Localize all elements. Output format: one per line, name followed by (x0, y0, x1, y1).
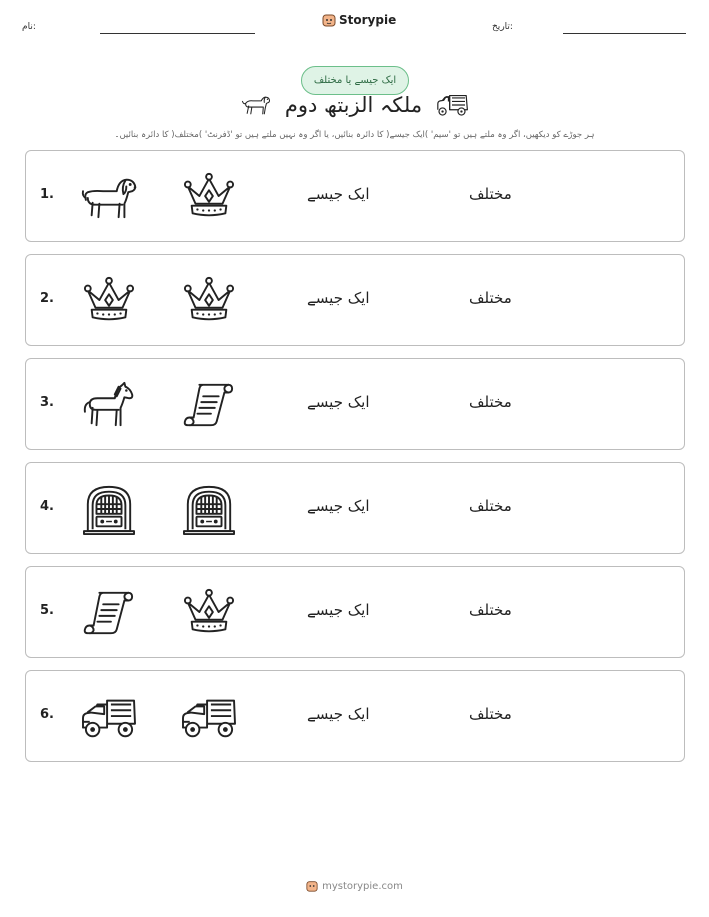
different-option[interactable]: مختلف (469, 393, 512, 411)
brand-name: Storypie (339, 13, 397, 27)
exercise-row (25, 670, 685, 762)
crown-icon (180, 587, 238, 639)
crown-icon (80, 275, 138, 327)
truck-icon (80, 691, 138, 743)
radio-icon (80, 483, 138, 535)
storypie-mascot-icon (322, 13, 336, 27)
row-number: 5. (40, 603, 54, 618)
storypie-mascot-icon (306, 880, 318, 892)
different-option[interactable]: مختلف (469, 185, 512, 203)
dog-icon (239, 92, 273, 118)
date-field[interactable] (563, 33, 686, 34)
page-title: ملکہ الزبتھ دوم (284, 93, 423, 117)
scroll-icon (80, 587, 138, 639)
exercise-row (25, 254, 685, 346)
name-field[interactable] (100, 33, 255, 34)
different-option[interactable]: مختلف (469, 289, 512, 307)
different-option[interactable]: مختلف (469, 601, 512, 619)
same-option[interactable]: ایک جیسے (307, 393, 370, 411)
row-number: 6. (40, 707, 54, 722)
exercise-row (25, 566, 685, 658)
row-number: 4. (40, 499, 54, 514)
different-option[interactable]: مختلف (469, 705, 512, 723)
different-option[interactable]: مختلف (469, 497, 512, 515)
exercise-row (25, 358, 685, 450)
dog-icon (80, 171, 138, 223)
row-number: 2. (40, 291, 54, 306)
instructions: ہر جوڑے کو دیکھیں، اگر وہ ملتے ہیں تو 'سیم' )ایک جیسے( کا دائرہ بنائیں، یا اگر وہ نہیں ملتے ہیں تو 'ڈفرنٹ' )مختلف( کا دائرہ بنائیں۔ (114, 130, 595, 140)
row-number: 3. (40, 395, 54, 410)
same-option[interactable]: ایک جیسے (307, 185, 370, 203)
truck-icon (434, 92, 470, 118)
topic-pill: ایک جیسے یا مختلف (301, 66, 409, 95)
truck-icon (180, 691, 238, 743)
date-label: تاریخ: (492, 22, 513, 32)
footer (0, 880, 709, 892)
brand-logo (322, 13, 396, 27)
same-option[interactable]: ایک جیسے (307, 601, 370, 619)
footer-url: mystorypie.com (322, 880, 403, 892)
crown-icon (180, 275, 238, 327)
crown-icon (180, 171, 238, 223)
same-option[interactable]: ایک جیسے (307, 497, 370, 515)
row-number: 1. (40, 187, 54, 202)
title-row (0, 92, 709, 118)
horse-icon (80, 379, 138, 431)
radio-icon (180, 483, 238, 535)
name-label: نام: (22, 22, 36, 32)
exercise-row (25, 462, 685, 554)
exercise-row (25, 150, 685, 242)
scroll-icon (180, 379, 238, 431)
same-option[interactable]: ایک جیسے (307, 705, 370, 723)
same-option[interactable]: ایک جیسے (307, 289, 370, 307)
